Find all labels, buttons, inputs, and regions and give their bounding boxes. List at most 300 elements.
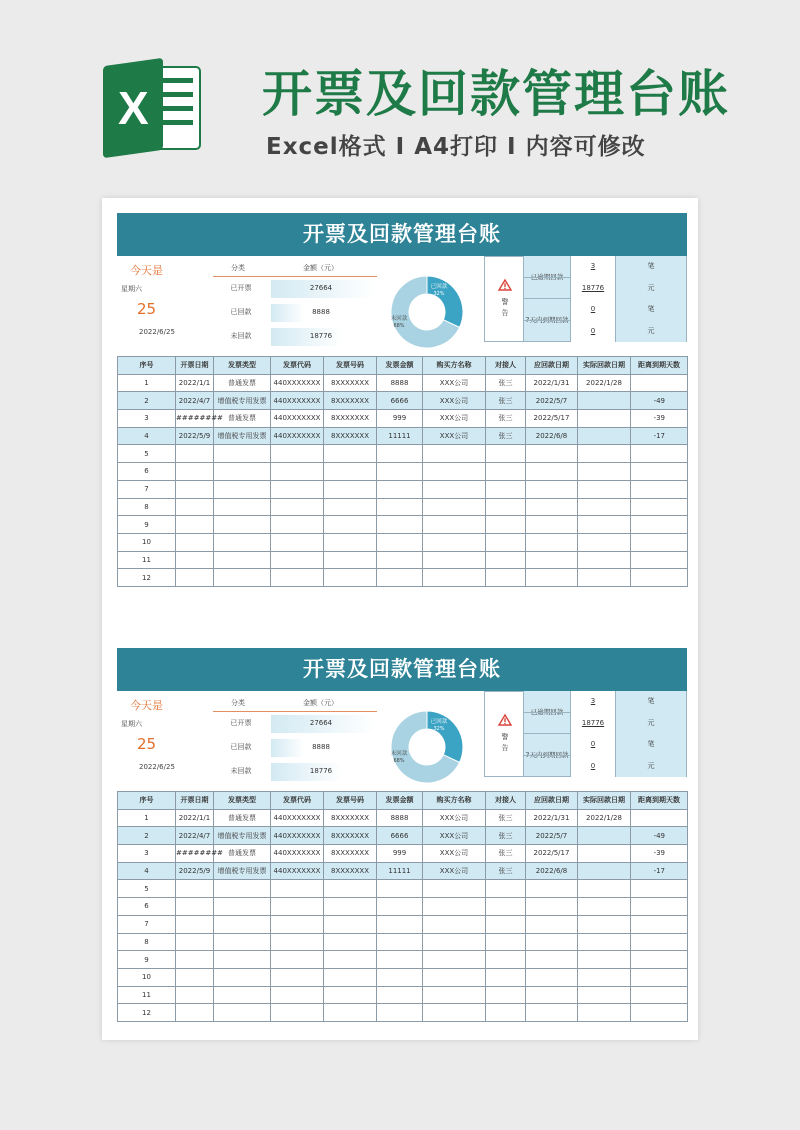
table-cell[interactable] [631, 516, 688, 534]
table-cell[interactable] [526, 933, 578, 951]
table-cell[interactable] [176, 445, 214, 463]
table-cell[interactable] [377, 480, 423, 498]
table-cell[interactable] [214, 1004, 271, 1022]
table-cell[interactable]: 2022/5/9 [176, 427, 214, 445]
table-cell[interactable]: 8 [118, 933, 176, 951]
table-cell[interactable]: -39 [631, 410, 688, 428]
table-cell[interactable] [423, 445, 486, 463]
table-cell[interactable]: 440XXXXXXX [271, 374, 324, 392]
table-cell[interactable] [271, 1004, 324, 1022]
table-cell[interactable]: -17 [631, 427, 688, 445]
table-cell[interactable] [324, 1004, 377, 1022]
alert-count-unit: 笔 [616, 734, 687, 756]
donut-unreturned-pct: 68% [393, 323, 405, 329]
table-cell[interactable] [271, 551, 324, 569]
table-cell[interactable] [176, 933, 214, 951]
page-subtitle: Excel格式 I A4打印 I 内容可修改 [266, 134, 646, 160]
table-cell[interactable]: 8 [118, 498, 176, 516]
table-cell[interactable] [578, 845, 631, 863]
table-cell[interactable]: 10 [118, 968, 176, 986]
table-cell[interactable] [526, 1004, 578, 1022]
table-cell[interactable] [214, 569, 271, 587]
table-cell[interactable]: 4 [118, 427, 176, 445]
table-cell[interactable]: 11 [118, 986, 176, 1004]
table-cell[interactable] [486, 933, 526, 951]
table-cell[interactable] [176, 1004, 214, 1022]
table-cell[interactable]: 1 [118, 374, 176, 392]
table-cell[interactable] [486, 986, 526, 1004]
table-cell[interactable]: 8XXXXXXX [324, 392, 377, 410]
table-cell[interactable] [176, 533, 214, 551]
table-cell[interactable] [271, 569, 324, 587]
table-cell[interactable]: 440XXXXXXX [271, 427, 324, 445]
table-cell[interactable] [526, 569, 578, 587]
table-cell[interactable] [578, 463, 631, 481]
table-cell[interactable] [423, 569, 486, 587]
alert-count[interactable]: 3 [570, 256, 616, 278]
table-cell[interactable]: 7 [118, 480, 176, 498]
table-cell[interactable] [578, 392, 631, 410]
table-cell[interactable] [423, 968, 486, 986]
table-cell[interactable] [377, 1004, 423, 1022]
table-cell[interactable]: 11 [118, 551, 176, 569]
table-cell[interactable]: 2 [118, 392, 176, 410]
table-cell[interactable] [486, 1004, 526, 1022]
table-cell[interactable] [526, 898, 578, 916]
table-cell[interactable] [486, 898, 526, 916]
table-cell[interactable] [324, 569, 377, 587]
alert-amount[interactable]: 18776 [570, 278, 616, 300]
table-cell[interactable]: 4 [118, 862, 176, 880]
table-cell[interactable]: 440XXXXXXX [271, 392, 324, 410]
table-cell[interactable] [631, 498, 688, 516]
table-cell[interactable]: 8XXXXXXX [324, 410, 377, 428]
table-cell[interactable]: 440XXXXXXX [271, 845, 324, 863]
table-cell[interactable]: 2022/5/7 [526, 392, 578, 410]
table-cell[interactable]: 12 [118, 569, 176, 587]
table-cell[interactable]: 8XXXXXXX [324, 374, 377, 392]
summary-amount: 27664 [309, 284, 333, 292]
warning-char: 告 [501, 309, 509, 317]
table-cell[interactable] [423, 533, 486, 551]
table-cell[interactable] [578, 569, 631, 587]
table-cell[interactable] [324, 463, 377, 481]
table-cell[interactable] [486, 445, 526, 463]
table-cell[interactable] [631, 445, 688, 463]
table-cell[interactable]: XXX公司 [423, 392, 486, 410]
table-cell[interactable]: 2022/1/28 [578, 809, 631, 827]
table-cell[interactable]: 2022/1/28 [578, 374, 631, 392]
table-cell[interactable] [526, 445, 578, 463]
table-cell[interactable]: 2 [118, 827, 176, 845]
table-cell[interactable] [526, 986, 578, 1004]
table-cell[interactable]: 8XXXXXXX [324, 809, 377, 827]
table-cell[interactable] [377, 569, 423, 587]
table-cell[interactable] [578, 551, 631, 569]
table-cell[interactable] [214, 898, 271, 916]
table-cell[interactable] [176, 880, 214, 898]
table-cell[interactable]: 3 [118, 845, 176, 863]
table-cell[interactable]: 1 [118, 809, 176, 827]
summary-amount: 18776 [309, 332, 333, 340]
table-cell[interactable] [631, 569, 688, 587]
table-cell[interactable] [423, 480, 486, 498]
table-cell[interactable] [423, 951, 486, 969]
table-row [118, 986, 688, 1004]
table-cell[interactable]: 8XXXXXXX [324, 862, 377, 880]
table-cell[interactable] [578, 951, 631, 969]
table-cell[interactable] [526, 498, 578, 516]
column-header: 实际回款日期 [578, 357, 631, 375]
summary-row [213, 761, 377, 781]
table-cell[interactable] [214, 463, 271, 481]
table-cell[interactable] [214, 445, 271, 463]
table-cell[interactable] [486, 951, 526, 969]
table-cell[interactable] [526, 915, 578, 933]
table-cell[interactable] [526, 880, 578, 898]
table-cell[interactable] [631, 1004, 688, 1022]
table-cell[interactable] [271, 968, 324, 986]
alert-count[interactable]: 0 [570, 734, 616, 756]
table-cell[interactable] [271, 951, 324, 969]
column-header: 发票代码 [271, 357, 324, 375]
table-cell[interactable] [486, 516, 526, 534]
table-cell[interactable] [271, 898, 324, 916]
table-cell[interactable] [486, 551, 526, 569]
table-cell[interactable] [377, 951, 423, 969]
table-cell[interactable] [631, 480, 688, 498]
table-cell[interactable]: 8XXXXXXX [324, 845, 377, 863]
table-cell[interactable]: 6666 [377, 392, 423, 410]
summary-panel [117, 691, 687, 791]
table-cell[interactable] [324, 933, 377, 951]
table-cell[interactable] [377, 986, 423, 1004]
table-cell[interactable] [578, 427, 631, 445]
table-cell[interactable]: XXX公司 [423, 374, 486, 392]
table-cell[interactable]: 9 [118, 516, 176, 534]
table-cell[interactable] [176, 898, 214, 916]
table-cell[interactable] [486, 463, 526, 481]
table-cell[interactable]: 张三 [486, 410, 526, 428]
table-cell[interactable]: 999 [377, 410, 423, 428]
donut-unreturned-label: 未回款 [390, 751, 408, 757]
table-cell[interactable] [271, 498, 324, 516]
table-cell[interactable]: XXX公司 [423, 862, 486, 880]
table-cell[interactable]: 10 [118, 533, 176, 551]
table-cell[interactable] [631, 898, 688, 916]
table-cell[interactable] [423, 880, 486, 898]
table-cell[interactable] [631, 463, 688, 481]
table-cell[interactable]: 8888 [377, 374, 423, 392]
table-cell[interactable] [526, 463, 578, 481]
table-cell[interactable] [423, 516, 486, 534]
table-cell[interactable] [377, 933, 423, 951]
table-cell[interactable] [578, 986, 631, 1004]
table-cell[interactable]: XXX公司 [423, 410, 486, 428]
alert-count[interactable]: 3 [570, 691, 616, 713]
table-cell[interactable] [324, 951, 377, 969]
table-cell[interactable] [271, 880, 324, 898]
table-cell[interactable]: 2022/4/7 [176, 827, 214, 845]
table-cell[interactable] [324, 480, 377, 498]
table-cell[interactable] [486, 498, 526, 516]
table-cell[interactable] [578, 498, 631, 516]
table-cell[interactable]: 张三 [486, 809, 526, 827]
table-cell[interactable] [214, 915, 271, 933]
table-cell[interactable]: 440XXXXXXX [271, 827, 324, 845]
table-cell[interactable]: XXX公司 [423, 809, 486, 827]
table-cell[interactable] [578, 880, 631, 898]
table-cell[interactable]: 9 [118, 951, 176, 969]
table-cell[interactable]: 张三 [486, 392, 526, 410]
table-cell[interactable] [578, 862, 631, 880]
table-cell[interactable]: 8888 [377, 809, 423, 827]
table-cell[interactable] [271, 986, 324, 1004]
table-cell[interactable]: 张三 [486, 374, 526, 392]
table-cell[interactable]: 6 [118, 898, 176, 916]
table-cell[interactable] [271, 445, 324, 463]
table-cell[interactable]: 999 [377, 845, 423, 863]
table-cell[interactable] [631, 551, 688, 569]
table-cell[interactable] [176, 463, 214, 481]
table-cell[interactable] [631, 915, 688, 933]
table-cell[interactable] [578, 480, 631, 498]
table-cell[interactable] [324, 551, 377, 569]
alert-count[interactable]: 0 [570, 299, 616, 321]
table-cell[interactable]: 8XXXXXXX [324, 427, 377, 445]
table-cell[interactable] [324, 445, 377, 463]
table-cell[interactable] [377, 498, 423, 516]
table-cell[interactable] [377, 533, 423, 551]
table-cell[interactable] [578, 410, 631, 428]
table-cell[interactable] [526, 516, 578, 534]
table-cell[interactable] [631, 986, 688, 1004]
table-cell[interactable] [486, 480, 526, 498]
table-cell[interactable] [578, 933, 631, 951]
summary-row [213, 302, 377, 322]
table-cell[interactable]: 2022/1/31 [526, 374, 578, 392]
table-cell[interactable] [377, 445, 423, 463]
table-cell[interactable] [631, 933, 688, 951]
table-cell[interactable]: -49 [631, 827, 688, 845]
table-cell[interactable] [176, 569, 214, 587]
table-cell[interactable]: 2022/1/1 [176, 374, 214, 392]
table-cell[interactable]: 11111 [377, 862, 423, 880]
table-cell[interactable] [271, 463, 324, 481]
table-cell[interactable]: 2022/1/1 [176, 809, 214, 827]
table-cell[interactable]: 2022/5/17 [526, 410, 578, 428]
table-cell[interactable] [324, 968, 377, 986]
table-cell[interactable] [271, 915, 324, 933]
table-cell[interactable]: ######## [176, 845, 214, 863]
warning-char: 警 [501, 298, 509, 306]
table-cell[interactable]: 增值税专用发票 [214, 827, 271, 845]
table-cell[interactable]: 8XXXXXXX [324, 827, 377, 845]
table-cell[interactable]: 普通发票 [214, 845, 271, 863]
table-cell[interactable]: 5 [118, 880, 176, 898]
table-cell[interactable] [423, 1004, 486, 1022]
table-cell[interactable] [214, 880, 271, 898]
table-cell[interactable]: 440XXXXXXX [271, 809, 324, 827]
table-cell[interactable] [271, 533, 324, 551]
summary-category: 已开票 [230, 719, 252, 727]
table-cell[interactable] [176, 986, 214, 1004]
table-cell[interactable] [423, 498, 486, 516]
table-cell[interactable]: 3 [118, 410, 176, 428]
table-cell[interactable] [176, 951, 214, 969]
table-cell[interactable]: XXX公司 [423, 427, 486, 445]
table-cell[interactable] [214, 933, 271, 951]
table-cell[interactable]: 增值税专用发票 [214, 392, 271, 410]
table-cell[interactable]: 440XXXXXXX [271, 410, 324, 428]
table-cell[interactable] [176, 551, 214, 569]
table-cell[interactable] [578, 915, 631, 933]
alert-amount[interactable]: 0 [570, 321, 616, 343]
table-cell[interactable] [578, 968, 631, 986]
table-cell[interactable]: 2022/4/7 [176, 392, 214, 410]
table-cell[interactable] [324, 898, 377, 916]
alert-label: 7天内到期回款 [524, 734, 570, 777]
table-cell[interactable] [526, 968, 578, 986]
table-cell[interactable] [486, 880, 526, 898]
table-cell[interactable] [486, 915, 526, 933]
table-cell[interactable]: 6 [118, 463, 176, 481]
table-cell[interactable] [176, 480, 214, 498]
table-cell[interactable] [578, 533, 631, 551]
table-cell[interactable] [423, 551, 486, 569]
warning-char: 告 [501, 744, 509, 752]
table-cell[interactable] [176, 915, 214, 933]
alert-amount[interactable]: 0 [570, 756, 616, 778]
table-cell[interactable] [526, 533, 578, 551]
table-cell[interactable]: -39 [631, 845, 688, 863]
table-cell[interactable]: 2022/1/31 [526, 809, 578, 827]
table-cell[interactable] [271, 933, 324, 951]
table-cell[interactable] [631, 809, 688, 827]
table-cell[interactable] [377, 880, 423, 898]
alert-amount[interactable]: 18776 [570, 713, 616, 735]
table-cell[interactable]: 2022/6/8 [526, 427, 578, 445]
table-cell[interactable]: 2022/6/8 [526, 862, 578, 880]
table-cell[interactable] [271, 480, 324, 498]
table-cell[interactable]: 2022/5/17 [526, 845, 578, 863]
invoice-donut-chart [385, 270, 469, 354]
table-cell[interactable] [377, 915, 423, 933]
table-cell[interactable]: 张三 [486, 845, 526, 863]
table-cell[interactable]: 11111 [377, 427, 423, 445]
table-cell[interactable] [176, 516, 214, 534]
warning-box [484, 691, 524, 777]
table-cell[interactable]: XXX公司 [423, 845, 486, 863]
table-cell[interactable]: 增值税专用发票 [214, 862, 271, 880]
table-cell[interactable] [423, 898, 486, 916]
table-cell[interactable]: 12 [118, 1004, 176, 1022]
table-cell[interactable]: 张三 [486, 427, 526, 445]
table-cell[interactable] [377, 968, 423, 986]
table-cell[interactable] [324, 533, 377, 551]
table-cell[interactable]: 5 [118, 445, 176, 463]
invoice-donut-chart [385, 705, 469, 789]
table-cell[interactable] [578, 898, 631, 916]
table-cell[interactable]: 普通发票 [214, 374, 271, 392]
table-cell[interactable] [176, 968, 214, 986]
table-cell[interactable] [176, 498, 214, 516]
table-cell[interactable]: 7 [118, 915, 176, 933]
table-cell[interactable] [324, 498, 377, 516]
table-cell[interactable] [214, 533, 271, 551]
table-cell[interactable] [377, 463, 423, 481]
table-cell[interactable] [486, 569, 526, 587]
table-cell[interactable] [486, 533, 526, 551]
table-cell[interactable]: 增值税专用发票 [214, 427, 271, 445]
table-cell[interactable] [214, 551, 271, 569]
table-cell[interactable]: XXX公司 [423, 827, 486, 845]
summary-amount: 27664 [309, 719, 333, 727]
table-cell[interactable] [486, 968, 526, 986]
table-cell[interactable] [631, 880, 688, 898]
table-cell[interactable] [578, 827, 631, 845]
table-cell[interactable] [578, 445, 631, 463]
table-cell[interactable] [324, 915, 377, 933]
table-cell[interactable]: 普通发票 [214, 809, 271, 827]
table-cell[interactable] [526, 951, 578, 969]
table-cell[interactable] [578, 516, 631, 534]
table-cell[interactable] [214, 498, 271, 516]
table-cell[interactable] [377, 898, 423, 916]
table-cell[interactable]: 张三 [486, 862, 526, 880]
table-cell[interactable] [423, 463, 486, 481]
table-cell[interactable]: -17 [631, 862, 688, 880]
table-cell[interactable] [631, 533, 688, 551]
table-cell[interactable] [423, 915, 486, 933]
table-cell[interactable] [526, 551, 578, 569]
table-cell[interactable] [631, 968, 688, 986]
table-row [118, 951, 688, 969]
table-cell[interactable] [631, 374, 688, 392]
table-row [118, 1004, 688, 1022]
table-cell[interactable]: 2022/5/7 [526, 827, 578, 845]
ledger-table [117, 356, 688, 587]
table-cell[interactable]: 6666 [377, 827, 423, 845]
table-cell[interactable] [214, 986, 271, 1004]
table-cell[interactable] [578, 1004, 631, 1022]
table-cell[interactable]: 张三 [486, 827, 526, 845]
column-header: 发票金额 [377, 357, 423, 375]
table-cell[interactable] [631, 951, 688, 969]
table-cell[interactable] [526, 480, 578, 498]
table-cell[interactable] [324, 986, 377, 1004]
table-cell[interactable] [271, 516, 324, 534]
table-cell[interactable] [377, 551, 423, 569]
current-date: 2022/6/25 [139, 763, 175, 771]
table-cell[interactable]: 普通发票 [214, 410, 271, 428]
table-cell[interactable] [377, 516, 423, 534]
table-cell[interactable] [214, 480, 271, 498]
summary-divider [213, 276, 377, 277]
table-cell[interactable]: 2022/5/9 [176, 862, 214, 880]
table-cell[interactable]: -49 [631, 392, 688, 410]
table-cell[interactable] [423, 986, 486, 1004]
table-cell[interactable] [423, 933, 486, 951]
table-cell[interactable] [324, 880, 377, 898]
summary-row [213, 326, 377, 346]
table-cell[interactable] [214, 951, 271, 969]
table-cell[interactable]: 440XXXXXXX [271, 862, 324, 880]
table-cell[interactable]: ######## [176, 410, 214, 428]
table-cell[interactable] [324, 516, 377, 534]
table-cell[interactable] [214, 516, 271, 534]
table-cell[interactable] [214, 968, 271, 986]
